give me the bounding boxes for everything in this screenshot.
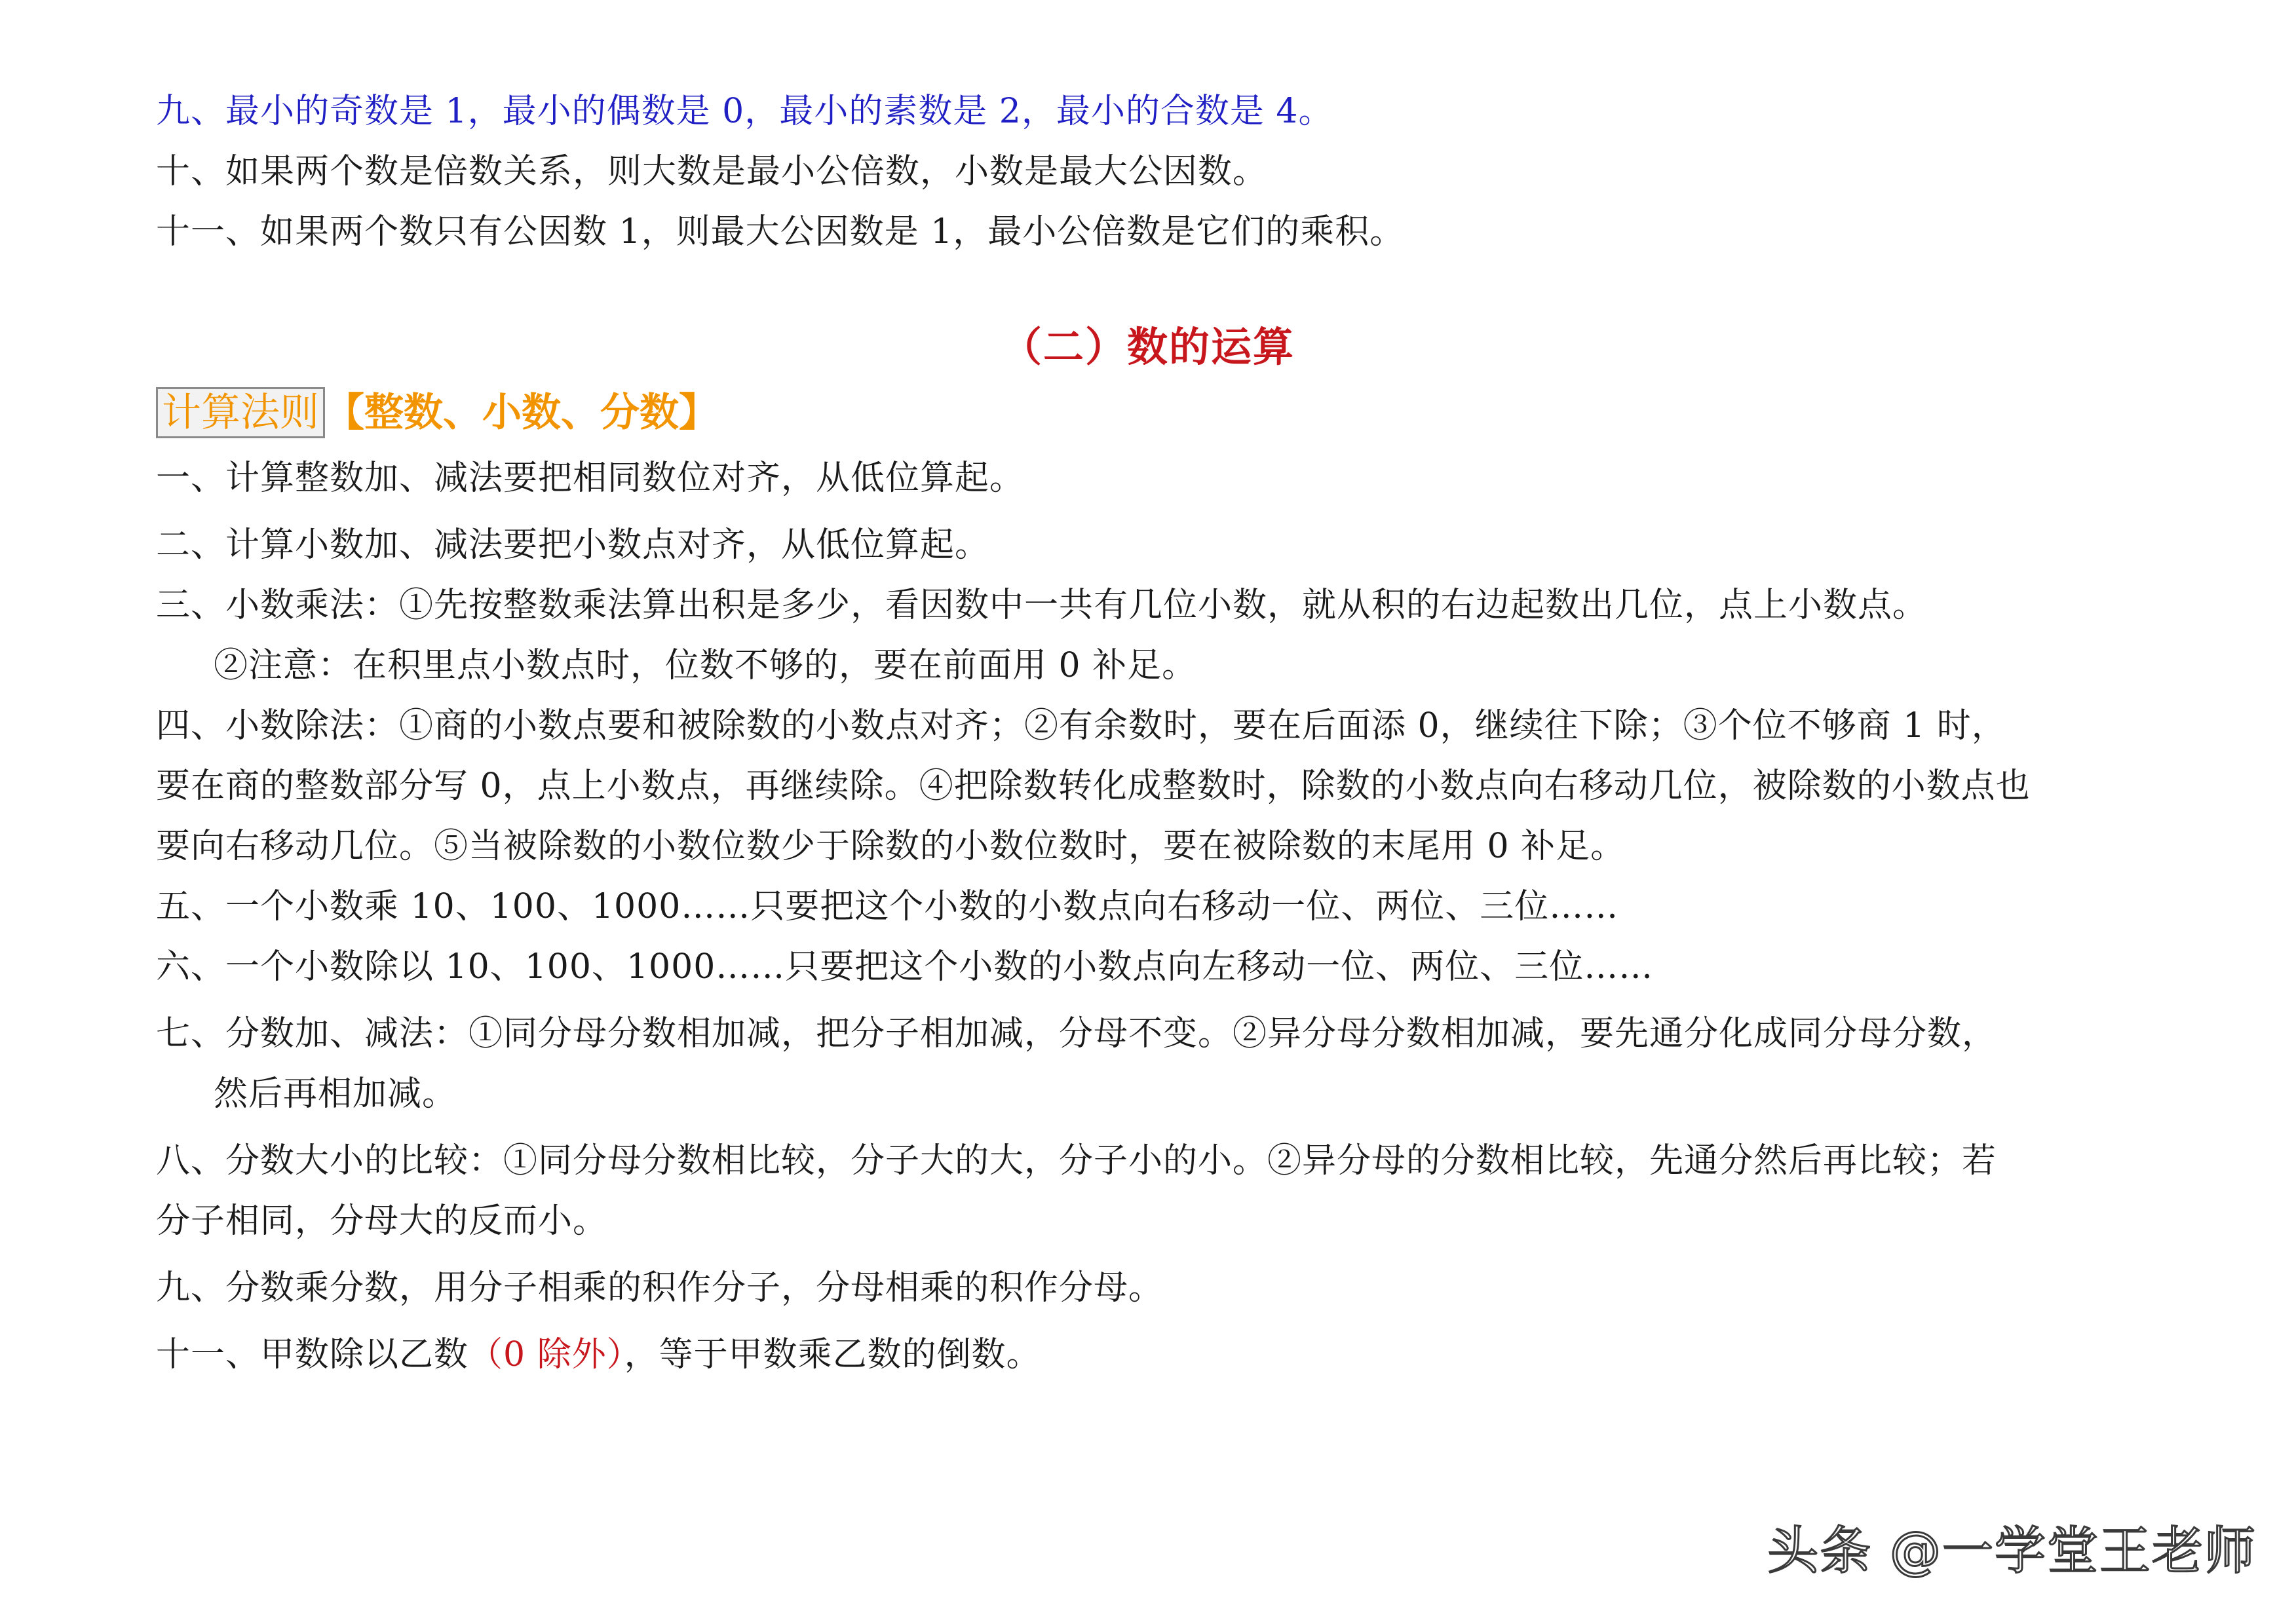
rule-11-suffix: ，等于甲数乘乙数的倒数。 — [624, 1335, 1041, 1374]
top-item-9: 九、最小的奇数是 1，最小的偶数是 0，最小的素数是 2，最小的合数是 4。 — [156, 92, 1333, 131]
rule-9: 九、分数乘分数，用分子相乘的积作分子，分母相乘的积作分母。 — [156, 1268, 1164, 1308]
top-item-10: 十、如果两个数是倍数关系，则大数是最小公倍数，小数是最大公因数。 — [156, 152, 1268, 191]
rule-8-line-2: 分子相同，分母大的反而小。 — [156, 1201, 608, 1241]
rule-7-line-1: 七、分数加、减法：①同分母分数相加减，把分子相加减，分母不变。②异分母分数相加减，要先通分化成同分母分数， — [156, 1014, 1997, 1053]
rule-11-prefix: 十一、甲数除以乙数 — [156, 1335, 469, 1374]
rule-3-line-1: 三、小数乘法：①先按整数乘法算出积是多少，看因数中一共有几位小数，就从积的右边起数出几位，点上小数点。 — [156, 586, 1928, 625]
rule-11 — [156, 1331, 1041, 1378]
rule-4-line-3: 要向右移动几位。⑤当被除数的小数位数少于除数的小数位数时，要在被除数的末尾用 0 补足。 — [156, 827, 1626, 866]
rule-3-line-2: ②注意：在积里点小数点时，位数不够的，要在前面用 0 补足。 — [214, 646, 1197, 685]
rule-7-line-2: 然后再相加减。 — [214, 1074, 457, 1114]
rule-11-note: （0 除外） — [469, 1335, 624, 1374]
rules-heading — [156, 387, 718, 439]
top-item-11: 十一、如果两个数只有公因数 1，则最大公因数是 1，最小公倍数是它们的乘积。 — [156, 212, 1405, 252]
rule-5: 五、一个小数乘 10、100、1000……只要把这个小数的小数点向右移动一位、两位、三位…… — [156, 887, 1619, 926]
rules-scope: 【整数、小数、分数】 — [325, 390, 718, 436]
rule-1: 一、计算整数加、减法要把相同数位对齐，从低位算起。 — [156, 459, 1025, 498]
rule-6: 六、一个小数除以 10、100、1000……只要把这个小数的小数点向左移动一位、两位、三位…… — [156, 947, 1654, 987]
section-title: （二）数的运算 — [1001, 323, 1295, 371]
rule-4-line-2: 要在商的整数部分写 0，点上小数点，再继续除。④把除数转化成整数时，除数的小数点向右移动几位，被除数的小数点也 — [156, 766, 2031, 806]
watermark: 头条 @一学堂王老师 — [1767, 1522, 2257, 1581]
rule-8-line-1: 八、分数大小的比较：①同分母分数相比较，分子大的大，分子小的小。②异分母的分数相比较，先通分然后再比较；若 — [156, 1141, 1997, 1180]
rule-2: 二、计算小数加、减法要把小数点对齐，从低位算起。 — [156, 525, 990, 565]
rule-4-line-1: 四、小数除法：①商的小数点要和被除数的小数点对齐；②有余数时，要在后面添 0，继续往下除；③个位不够商 1 时， — [156, 706, 2006, 746]
rules-label-box: 计算法则 — [156, 387, 325, 438]
